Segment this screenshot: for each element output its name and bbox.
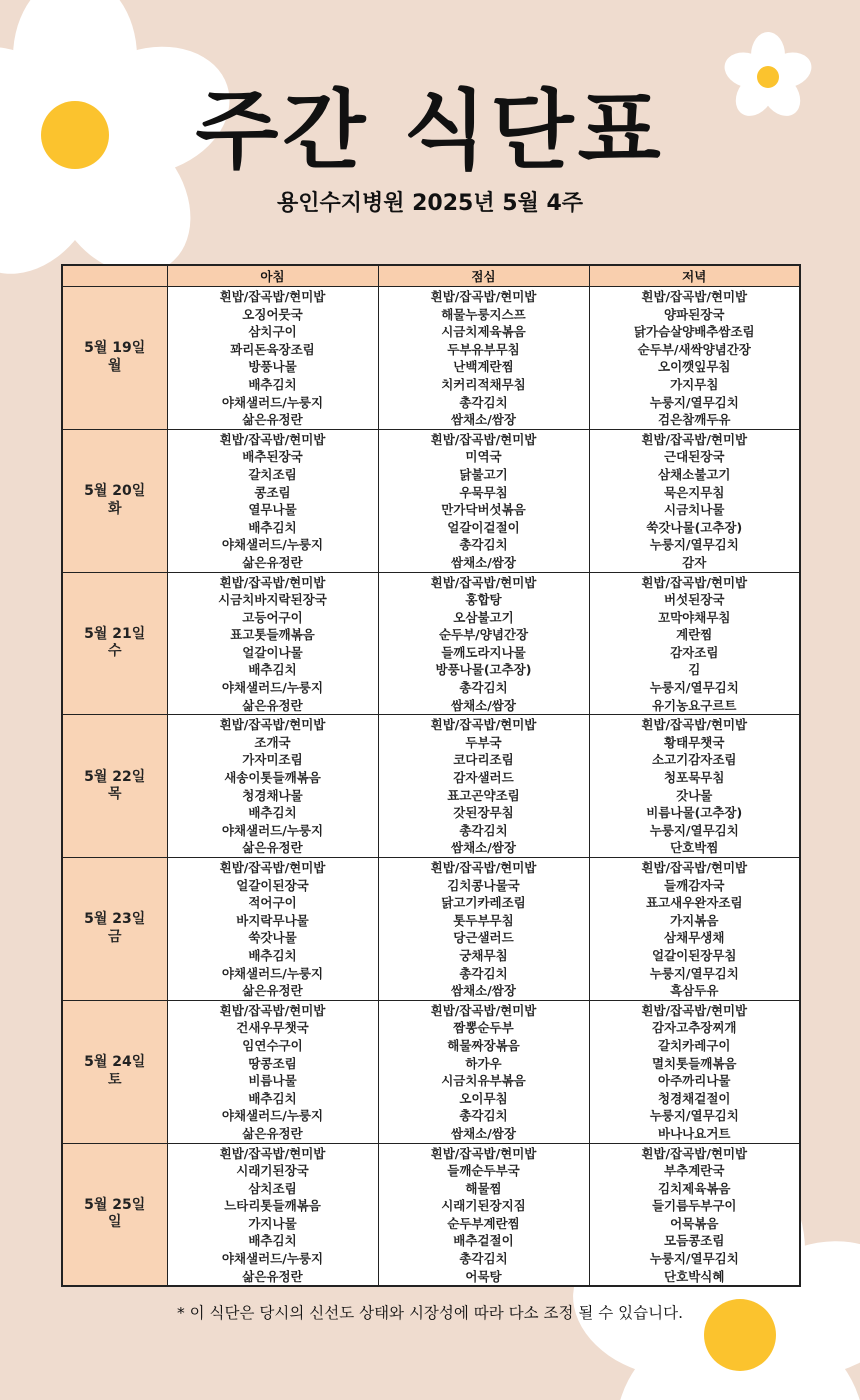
menu-item: 검은참깨두유 (658, 412, 731, 428)
menu-item: 갓된장무침 (453, 805, 514, 821)
menu-item: 가지무침 (670, 376, 719, 392)
menu-item: 부추계란국 (664, 1163, 725, 1179)
menu-item: 청경채나물 (242, 787, 303, 803)
breakfast-menu-list (168, 858, 378, 1000)
menu-item: 얼갈이된장국 (236, 877, 309, 893)
dinner-menu-list (590, 287, 800, 429)
menu-item: 건새우무챗국 (236, 1020, 309, 1036)
menu-item: 흰밥/잡곡밥/현미밥 (430, 717, 537, 733)
breakfast-cell (167, 287, 378, 430)
page-title: 주간 식단표 (195, 81, 665, 181)
breakfast-menu-list (168, 287, 378, 429)
menu-item: 홍합탕 (465, 592, 502, 608)
menu-item: 코다리조림 (453, 752, 514, 768)
lunch-menu-list (379, 573, 589, 715)
table-row (62, 1000, 800, 1143)
menu-item: 황태무챗국 (664, 734, 725, 750)
day-weekday: 일 (107, 1214, 122, 1231)
menu-item: 야채샐러드/누룽지 (221, 1108, 324, 1124)
menu-item: 감자고추장찌개 (651, 1020, 737, 1036)
menu-item: 김 (688, 662, 701, 678)
menu-item: 삶은유정란 (242, 412, 303, 428)
day-cell (62, 429, 167, 572)
menu-item: 소고기감자조림 (651, 752, 737, 768)
menu-item: 배추김치 (248, 1233, 297, 1249)
menu-item: 배추김치 (248, 519, 297, 535)
menu-item: 총각김치 (459, 965, 508, 981)
menu-item: 오이무침 (459, 1090, 508, 1106)
menu-item: 배추김치 (248, 1090, 297, 1106)
menu-item: 새송이톳들깨볶음 (224, 770, 321, 786)
weekly-menu-table (61, 264, 801, 1287)
lunch-menu-list (379, 1144, 589, 1286)
day-cell (62, 858, 167, 1001)
dinner-menu-list (590, 858, 800, 1000)
menu-item: 흰밥/잡곡밥/현미밥 (430, 860, 537, 875)
menu-item: 흰밥/잡곡밥/현미밥 (641, 1145, 748, 1161)
menu-item: 시금치나물 (664, 502, 725, 518)
menu-item: 하가우 (465, 1055, 502, 1071)
breakfast-menu-list (168, 430, 378, 572)
menu-item: 쌈채소/쌈장 (451, 983, 516, 999)
menu-item: 쌈채소/쌈장 (451, 697, 516, 713)
breakfast-cell (167, 429, 378, 572)
header-dinner: 저녁 (589, 265, 800, 287)
menu-item: 누룽지/열무김치 (649, 537, 739, 553)
menu-item: 쌈채소/쌈장 (451, 1125, 516, 1141)
menu-item: 아주까리나물 (658, 1073, 731, 1089)
menu-item: 누룽지/열무김치 (649, 680, 739, 696)
breakfast-menu-list (168, 1001, 378, 1143)
lunch-cell (378, 1143, 589, 1286)
breakfast-menu-list (168, 1144, 378, 1286)
menu-item: 흰밥/잡곡밥/현미밥 (219, 860, 326, 875)
menu-item: 흰밥/잡곡밥/현미밥 (219, 289, 326, 304)
menu-item: 닭가슴살양배추쌈조림 (633, 324, 755, 340)
menu-item: 어묵탕 (465, 1268, 502, 1284)
menu-item: 누룽지/열무김치 (649, 1108, 739, 1124)
menu-item: 흰밥/잡곡밥/현미밥 (219, 1145, 326, 1161)
menu-item: 근대된장국 (664, 449, 725, 465)
menu-item: 가지볶음 (670, 912, 719, 928)
lunch-cell (378, 858, 589, 1001)
table-row (62, 287, 800, 430)
menu-item: 오삼불고기 (453, 609, 514, 625)
menu-item: 총각김치 (459, 822, 508, 838)
menu-item: 흰밥/잡곡밥/현미밥 (430, 574, 537, 590)
menu-item: 모듬콩조림 (664, 1233, 725, 1249)
day-weekday: 토 (107, 1071, 122, 1088)
day-weekday: 화 (107, 500, 122, 517)
table-row (62, 715, 800, 858)
day-cell (62, 287, 167, 430)
menu-item: 감자조림 (670, 644, 719, 660)
menu-item: 만가닥버섯볶음 (441, 502, 526, 518)
menu-item: 시금치바지락된장국 (218, 592, 327, 608)
menu-item: 배추김치 (248, 805, 297, 821)
day-date: 5월 22일 (84, 768, 146, 785)
menu-item: 어묵볶음 (670, 1215, 719, 1231)
menu-item: 흰밥/잡곡밥/현미밥 (641, 574, 748, 590)
menu-item: 표고새우완자조림 (645, 895, 743, 911)
menu-item: 미역국 (465, 449, 502, 465)
dinner-cell (589, 1143, 800, 1286)
menu-item: 쌈채소/쌈장 (451, 554, 516, 570)
lunch-menu-list (379, 287, 589, 429)
menu-item: 두부유부무침 (447, 341, 520, 357)
menu-item: 비름나물 (248, 1073, 297, 1089)
day-date: 5월 23일 (84, 911, 146, 928)
menu-item: 배추된장국 (242, 449, 303, 465)
breakfast-cell (167, 858, 378, 1001)
menu-item: 닭불고기 (459, 466, 508, 482)
menu-item: 감자샐러드 (453, 770, 514, 786)
menu-item: 표고톳들깨볶음 (230, 627, 315, 643)
menu-item: 가지나물 (248, 1215, 297, 1231)
menu-item: 김치제육볶음 (658, 1180, 731, 1196)
menu-item: 흰밥/잡곡밥/현미밥 (641, 431, 748, 447)
day-weekday: 수 (107, 643, 122, 660)
menu-item: 버섯된장국 (664, 592, 725, 608)
menu-item: 삼채무생채 (664, 930, 725, 946)
menu-item: 삶은유정란 (242, 697, 303, 713)
menu-item: 갓나물 (676, 787, 713, 803)
dinner-cell (589, 572, 800, 715)
dinner-menu-list (590, 573, 800, 715)
dinner-menu-list (590, 1001, 800, 1143)
menu-item: 총각김치 (459, 394, 508, 410)
menu-item: 배추김치 (248, 947, 297, 963)
menu-item: 흰밥/잡곡밥/현미밥 (641, 1002, 748, 1018)
menu-item: 갈치조림 (248, 466, 297, 482)
menu-item: 가자미조림 (242, 752, 303, 768)
menu-item: 총각김치 (459, 1108, 508, 1124)
lunch-menu-list (379, 858, 589, 1000)
day-weekday: 월 (107, 357, 122, 374)
lunch-menu-list (379, 1001, 589, 1143)
menu-item: 누룽지/열무김치 (649, 965, 739, 981)
menu-item: 오이깻잎무침 (658, 359, 731, 375)
menu-item: 흰밥/잡곡밥/현미밥 (641, 289, 748, 304)
menu-item: 흰밥/잡곡밥/현미밥 (219, 1002, 326, 1018)
breakfast-cell (167, 1143, 378, 1286)
menu-item: 배추겉절이 (453, 1233, 514, 1249)
header-breakfast: 아침 (167, 265, 378, 287)
header-corner (62, 265, 167, 287)
menu-item: 콩조림 (254, 484, 291, 500)
dinner-cell (589, 429, 800, 572)
menu-item: 흰밥/잡곡밥/현미밥 (219, 717, 326, 733)
menu-item: 쌈채소/쌈장 (451, 412, 516, 428)
menu-item: 적어구이 (248, 895, 297, 911)
menu-item: 톳두부무침 (453, 912, 514, 928)
lunch-cell (378, 429, 589, 572)
day-cell (62, 1000, 167, 1143)
breakfast-cell (167, 1000, 378, 1143)
page-subtitle: 용인수지병원 2025년 5월 4주 (276, 191, 584, 216)
menu-item: 비름나물(고추장) (646, 805, 743, 821)
breakfast-menu-list (168, 715, 378, 857)
day-weekday: 목 (107, 786, 122, 803)
menu-item: 유기농요구르트 (651, 697, 737, 713)
table-header-row (62, 265, 800, 287)
menu-item: 총각김치 (459, 680, 508, 696)
menu-item: 고등어구이 (242, 609, 303, 625)
menu-item: 시래기된장국 (236, 1163, 309, 1179)
menu-item: 바나나요거트 (658, 1125, 731, 1141)
table-row (62, 858, 800, 1001)
menu-item: 감자 (682, 554, 707, 570)
day-weekday: 금 (107, 928, 122, 945)
menu-item: 흑삼두유 (670, 983, 719, 999)
dinner-cell (589, 1000, 800, 1143)
menu-item: 들기름두부구이 (651, 1198, 737, 1214)
menu-item: 순두부계란찜 (447, 1215, 520, 1231)
menu-item: 김치콩나물국 (447, 877, 520, 893)
menu-item: 시금치제육볶음 (441, 324, 526, 340)
day-date: 5월 24일 (84, 1054, 146, 1071)
menu-item: 야채샐러드/누룽지 (221, 965, 324, 981)
table-row (62, 1143, 800, 1286)
dinner-menu-list (590, 430, 800, 572)
menu-item: 갈치카레구이 (658, 1037, 731, 1053)
table-row (62, 429, 800, 572)
menu-item: 쑥갓나물 (248, 930, 297, 946)
menu-item: 짬뽕순두부 (453, 1020, 514, 1036)
dinner-cell (589, 858, 800, 1001)
menu-item: 배추김치 (248, 376, 297, 392)
menu-item: 쑥갓나물(고추장) (646, 519, 743, 535)
menu-item: 삶은유정란 (242, 554, 303, 570)
lunch-cell (378, 572, 589, 715)
menu-item: 흰밥/잡곡밥/현미밥 (430, 1145, 537, 1161)
menu-item: 단호박식혜 (664, 1268, 725, 1284)
menu-item: 꼬막야채무침 (658, 609, 731, 625)
day-cell (62, 1143, 167, 1286)
day-date: 5월 21일 (84, 625, 146, 642)
menu-item: 치커리적채무침 (441, 376, 526, 392)
menu-item: 총각김치 (459, 537, 508, 553)
menu-item: 흰밥/잡곡밥/현미밥 (641, 717, 748, 733)
lunch-cell (378, 287, 589, 430)
menu-item: 느타리톳들깨볶음 (224, 1198, 321, 1214)
menu-item: 계란찜 (676, 627, 713, 643)
menu-item: 야채샐러드/누룽지 (221, 394, 324, 410)
menu-item: 순두부/새싹양념간장 (637, 341, 751, 357)
dinner-cell (589, 715, 800, 858)
menu-item: 야채샐러드/누룽지 (221, 537, 324, 553)
menu-item: 들깨도라지나물 (441, 644, 526, 660)
menu-item: 청포묵무침 (664, 770, 725, 786)
menu-item: 궁채무침 (459, 947, 508, 963)
menu-item: 표고곤약조림 (447, 787, 520, 803)
menu-item: 삶은유정란 (242, 1125, 303, 1141)
menu-item: 얼갈이겉절이 (447, 519, 520, 535)
menu-item: 꽈리돈육장조림 (230, 341, 315, 357)
menu-item: 시금치유부볶음 (441, 1073, 526, 1089)
menu-item: 얼갈이된장무침 (651, 947, 737, 963)
menu-item: 시래기된장지짐 (441, 1198, 526, 1214)
menu-item: 조개국 (254, 734, 291, 750)
header-lunch: 점심 (378, 265, 589, 287)
day-cell (62, 572, 167, 715)
menu-item: 흰밥/잡곡밥/현미밥 (430, 431, 537, 447)
menu-item: 방풍나물(고추장) (435, 662, 532, 678)
menu-item: 해물짜장볶음 (447, 1037, 520, 1053)
menu-item: 야채샐러드/누룽지 (221, 822, 324, 838)
menu-item: 묵은지무침 (664, 484, 725, 500)
menu-item: 열무나물 (248, 502, 297, 518)
menu-item: 누룽지/열무김치 (649, 1251, 739, 1267)
day-cell (62, 715, 167, 858)
menu-item: 청경채겉절이 (658, 1090, 731, 1106)
menu-item: 닭고기카레조림 (441, 895, 526, 911)
menu-item: 난백계란찜 (453, 359, 514, 375)
menu-item: 배추김치 (248, 662, 297, 678)
menu-item: 삶은유정란 (242, 1268, 303, 1284)
menu-item: 삼치구이 (248, 324, 297, 340)
menu-item: 삶은유정란 (242, 983, 303, 999)
menu-item: 삼치조림 (248, 1180, 297, 1196)
menu-item: 흰밥/잡곡밥/현미밥 (219, 574, 326, 590)
lunch-menu-list (379, 715, 589, 857)
menu-item: 흰밥/잡곡밥/현미밥 (641, 860, 748, 875)
menu-item: 방풍나물 (248, 359, 297, 375)
menu-item: 단호박찜 (670, 840, 719, 856)
menu-item: 임연수구이 (242, 1037, 303, 1053)
menu-item: 쌈채소/쌈장 (451, 840, 516, 856)
menu-item: 바지락무나물 (236, 912, 309, 928)
table-row (62, 572, 800, 715)
day-date: 5월 19일 (84, 340, 146, 357)
menu-item: 누룽지/열무김치 (649, 394, 739, 410)
menu-item: 흰밥/잡곡밥/현미밥 (430, 289, 537, 304)
menu-item: 들깨감자국 (664, 877, 725, 893)
menu-item: 땅콩조림 (248, 1055, 297, 1071)
breakfast-menu-list (168, 573, 378, 715)
menu-item: 양파된장국 (664, 306, 725, 322)
menu-item: 삶은유정란 (242, 840, 303, 856)
footer-note: * 이 식단은 당시의 신선도 상태와 시장성에 따라 다소 조정 될 수 있습니다. (176, 1304, 684, 1322)
dinner-menu-list (590, 1144, 800, 1286)
breakfast-cell (167, 572, 378, 715)
menu-item: 누룽지/열무김치 (649, 822, 739, 838)
menu-item: 해물누룽지스프 (441, 306, 526, 322)
menu-item: 순두부/양념간장 (438, 627, 529, 643)
menu-item: 두부국 (465, 734, 502, 750)
menu-item: 우묵무침 (459, 484, 508, 500)
menu-item: 야채샐러드/누룽지 (221, 1251, 324, 1267)
dinner-menu-list (590, 715, 800, 857)
menu-item: 해물찜 (465, 1180, 502, 1196)
menu-item: 당근샐러드 (453, 930, 514, 946)
day-date: 5월 20일 (84, 483, 146, 500)
menu-item: 멸치톳들깨볶음 (651, 1055, 737, 1071)
day-date: 5월 25일 (84, 1196, 146, 1213)
lunch-cell (378, 1000, 589, 1143)
dinner-cell (589, 287, 800, 430)
lunch-menu-list (379, 430, 589, 572)
table-body (62, 287, 800, 1287)
menu-item: 오징어뭇국 (242, 306, 303, 322)
menu-item: 총각김치 (459, 1251, 508, 1267)
lunch-cell (378, 715, 589, 858)
menu-item: 흰밥/잡곡밥/현미밥 (430, 1002, 537, 1018)
menu-item: 얼갈이나물 (242, 644, 303, 660)
menu-item: 흰밥/잡곡밥/현미밥 (219, 431, 326, 447)
menu-item: 삼채소불고기 (658, 466, 731, 482)
menu-item: 들깨순두부국 (447, 1163, 520, 1179)
breakfast-cell (167, 715, 378, 858)
menu-item: 야채샐러드/누룽지 (221, 680, 324, 696)
